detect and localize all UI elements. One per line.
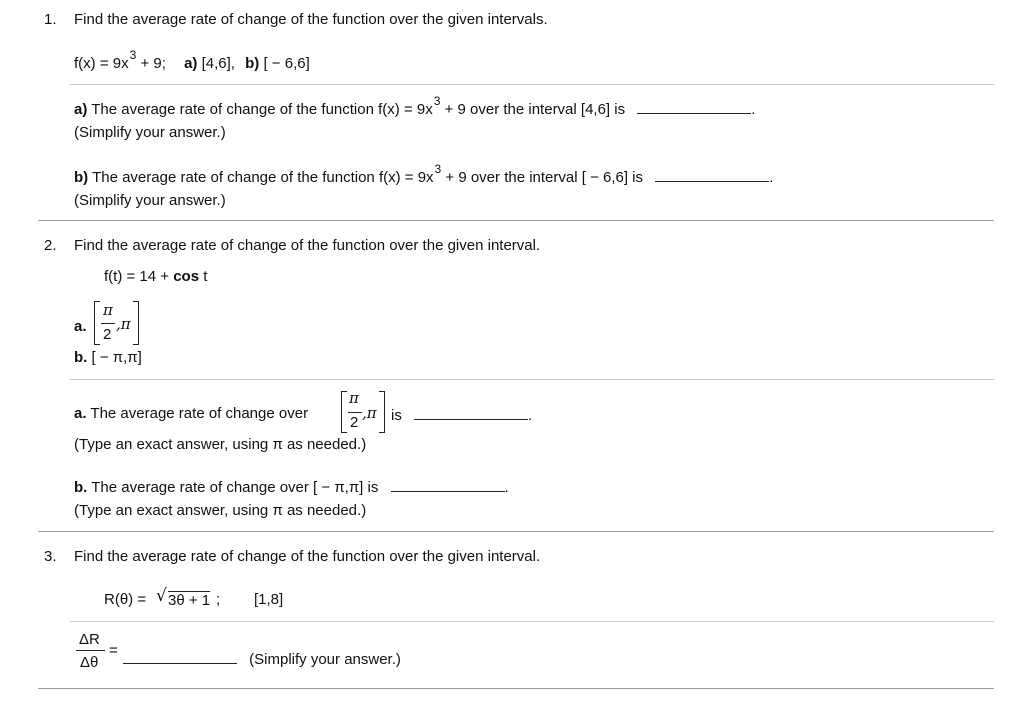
q2-part-a-label: a. <box>74 318 87 335</box>
q1-function <box>74 48 310 72</box>
q2-part-a-left-bracket <box>94 301 100 345</box>
q2-answer-a-note: (Type an exact answer, using π as needed.) <box>74 436 367 453</box>
q2-answer-b-input[interactable] <box>391 477 505 492</box>
q1-answer-a-label: a) <box>74 101 88 118</box>
q1-part-b-label: b) <box>245 55 260 72</box>
q1-answer-a-exponent: 3 <box>433 94 441 108</box>
q3-semicolon: ; <box>216 591 221 608</box>
q1-answer-b-text2: + 9 over the interval [ − 6,6] is <box>445 169 644 186</box>
q3-answer-note: (Simplify your answer.) <box>249 651 401 668</box>
q3-number: 3. <box>44 548 57 565</box>
q1-answer-a-row <box>74 94 756 118</box>
q2-answer-b-row <box>74 477 509 496</box>
q3-prompt: Find the average rate of change of the function over the given interval. <box>74 548 541 565</box>
q1-answer-b-exponent: 3 <box>434 162 442 176</box>
q1-answer-a-text2: + 9 over the interval [4,6] is <box>444 101 626 118</box>
q1-answer-a-input[interactable] <box>637 99 751 114</box>
q1-part-a-interval: [4,6], <box>201 55 235 72</box>
q3-radicand: 3θ + 1 <box>168 592 211 609</box>
q1-q2-separator <box>38 220 994 221</box>
q1-answer-b-input[interactable] <box>655 167 769 182</box>
q2-answer-a-pi-numerator: π <box>349 389 359 407</box>
q2-part-a-fraction-bar <box>101 323 115 324</box>
q1-answer-a-period: . <box>751 101 756 118</box>
q1-function-exponent: 3 <box>129 48 137 62</box>
q2-answer-b-note: (Type an exact answer, using π as needed.) <box>74 502 367 519</box>
q2-answer-a-label: a. <box>74 405 87 422</box>
q2-function-lhs: f(t) = 14 + <box>104 268 170 285</box>
q2-q3-separator <box>38 531 994 532</box>
q2-answer-a-fraction-bar <box>348 412 362 413</box>
q1-answer-b-label: b) <box>74 169 89 186</box>
q2-answer-a-is: is <box>391 407 402 424</box>
q2-prompt: Find the average rate of change of the function over the given interval. <box>74 237 541 254</box>
q3-sqrt-sign: √ <box>156 586 167 606</box>
q1-function-rhs: + 9; <box>140 55 166 72</box>
q2-part-b-interval: [ − π,π] <box>91 349 142 366</box>
q2-part-a-right-bracket <box>133 301 139 345</box>
q2-part-b-label: b. <box>74 349 88 366</box>
q3-delta-theta: Δθ <box>80 654 99 671</box>
q1-part-b-interval: [ − 6,6] <box>263 55 310 72</box>
q2-answer-b-text: The average rate of change over [ − π,π] is <box>91 479 379 496</box>
q1-answer-b-period: . <box>769 169 774 186</box>
q3-function-lhs: R(θ) = <box>104 591 147 608</box>
q2-divider <box>70 379 994 380</box>
q2-answer-a-row <box>74 405 308 422</box>
q3-bottom-separator <box>38 688 994 689</box>
q2-answer-a-left-bracket <box>341 391 347 433</box>
q2-answer-a-comma-pi: ,π <box>362 404 377 422</box>
q3-delta-fraction-bar <box>76 650 105 651</box>
q2-answer-b-period: . <box>504 479 509 496</box>
q3-answer-input[interactable] <box>123 649 237 664</box>
q2-part-b <box>74 349 142 366</box>
q2-answer-b-label: b. <box>74 479 88 496</box>
q2-function-cos: cos <box>173 268 200 285</box>
q1-part-a-label: a) <box>184 55 198 72</box>
q2-answer-a-period: . <box>528 407 533 424</box>
q2-answer-a-denominator: 2 <box>350 414 359 431</box>
q3-delta-r: ΔR <box>79 631 100 648</box>
q1-number: 1. <box>44 11 57 28</box>
q2-part-a-denominator: 2 <box>103 326 112 343</box>
q2-part-a-pi-numerator: π <box>103 301 113 319</box>
q3-answer-row <box>115 649 401 668</box>
q3-divider <box>70 621 994 622</box>
q2-part-a-comma-pi: ,π <box>116 315 131 333</box>
q2-number: 2. <box>44 237 57 254</box>
q1-answer-b-row <box>74 162 774 186</box>
q1-answer-a-text: The average rate of change of the function f(x) = 9x <box>91 101 433 118</box>
q2-answer-a-tail <box>391 405 532 424</box>
q2-answer-a-right-bracket <box>379 391 385 433</box>
q1-answer-b-note: (Simplify your answer.) <box>74 192 226 209</box>
q2-answer-a-input[interactable] <box>414 405 528 420</box>
q1-answer-b-text: The average rate of change of the function f(x) = 9x <box>92 169 434 186</box>
q3-equals: = <box>109 642 118 659</box>
q2-answer-a-text: The average rate of change over <box>90 405 309 422</box>
q2-function-rhs: t <box>203 268 208 285</box>
q1-prompt: Find the average rate of change of the function over the given intervals. <box>74 11 548 28</box>
q3-interval: [1,8] <box>254 591 284 608</box>
q1-function-lhs: f(x) = 9x <box>74 55 129 72</box>
q1-divider <box>70 84 994 85</box>
q2-function <box>104 268 207 285</box>
q1-answer-a-note: (Simplify your answer.) <box>74 124 226 141</box>
